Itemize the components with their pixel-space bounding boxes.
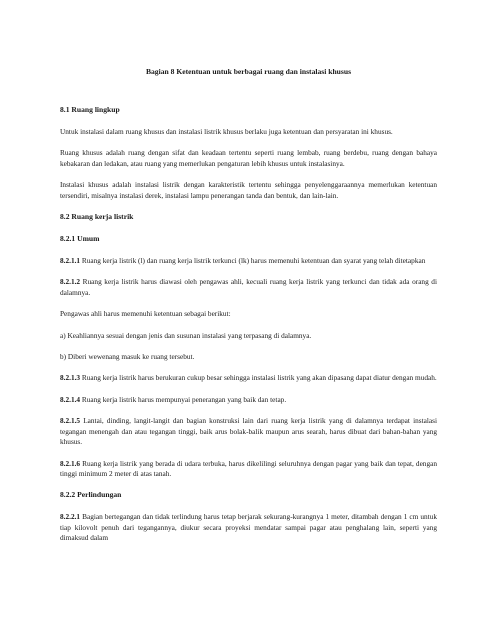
clause-8-2-1-6 xyxy=(60,459,437,480)
clause-8-2-2-1 xyxy=(60,512,437,543)
paragraph-scope-2: Ruang khusus adalah ruang dengan sifat dan keadaan tertentu seperti ruang lembab, ruang berdebu, ruang dengan bahaya kebakaran dan ledakan, atau ruang yang memerlukan pengaturan lebih khusus untuk instalasinya. xyxy=(60,148,437,168)
paragraph-pengawas: Pengawas ahli harus memenuhi ketentuan sebagai berikut: xyxy=(60,309,231,319)
clause-number: 8.2.1.4 xyxy=(60,394,81,404)
clause-text: Ruang kerja listrik harus mempunyai penerangan yang baik dan tetap. xyxy=(80,394,287,404)
clause-8-2-1-2 xyxy=(60,277,437,298)
clause-text: Ruang kerja listrik harus diawasi oleh pengawas ahli, kecuali ruang kerja listrik yang terkunci dan tidak ada orang di dalamnya. xyxy=(60,277,437,297)
clause-number: 8.2.2.1 xyxy=(60,512,81,522)
clause-number: 8.2.1.1 xyxy=(60,256,81,266)
list-item-a: a) Keahliannya sesuai dengan jenis dan susunan instalasi yang terpasang di dalamnya. xyxy=(60,330,312,340)
clause-text: Ruang kerja listrik yang berada di udara terbuka, harus dikelilingi seluruhnya dengan pagar yang baik dan tepat, dengan tinggi minimum 2 meter di atas tanah. xyxy=(60,458,437,478)
clause-8-2-1-5 xyxy=(60,416,437,447)
clause-number: 8.2.1.6 xyxy=(60,458,81,468)
heading-8-2-1: 8.2.1 Umum xyxy=(60,234,100,244)
clause-text: Ruang kerja listrik (l) dan ruang kerja listrik terkunci (lk) harus memenuhi ketentuan dan syarat yang telah ditetapkan xyxy=(80,256,426,266)
clause-text: Ruang kerja listrik harus berukuran cukup besar sehingga instalasi listrik yang akan dipasang dapat diatur dengan mudah. xyxy=(80,373,437,383)
section-title: Bagian 8 Ketentuan untuk berbagai ruang dan instalasi khusus xyxy=(145,67,352,76)
clause-number: 8.2.1.5 xyxy=(60,416,81,426)
heading-8-2: 8.2 Ruang kerja listrik xyxy=(60,212,134,222)
clause-number: 8.2.1.3 xyxy=(60,373,81,383)
paragraph-scope-1: Untuk instalasi dalam ruang khusus dan instalasi listrik khusus berlaku juga ketentuan dan persyaratan ini khusus. xyxy=(60,127,393,136)
heading-8-2-2: 8.2.2 Perlindungan xyxy=(60,490,122,500)
paragraph-scope-3: Instalasi khusus adalah instalasi listrik dengan karakteristik tertentu sehingga penyelenggaraannya memerlukan ketentuan tersendiri, misalnya instalasi derek, instalasi lampu penerangan tanda dan bentuk, dan lain-lain. xyxy=(60,180,437,200)
clause-text: Lantai, dinding, langit-langit dan bagian konstruksi lain dari ruang kerja listrik yang di dalamnya terdapat instalasi tegangan menengah dan atau tegangan tinggi, baik arus bolak-balik maupun arus searah, harus dibuat dari bahan-bahan yang khusus. xyxy=(60,416,437,447)
clause-number: 8.2.1.2 xyxy=(60,277,81,287)
clause-8-2-1-1 xyxy=(60,256,437,266)
list-item-b: b) Diberi wewenang masuk ke ruang tersebut. xyxy=(60,352,195,362)
clause-8-2-1-4 xyxy=(60,395,437,405)
clause-8-2-1-3 xyxy=(60,373,437,383)
heading-8-1: 8.1 Ruang lingkup xyxy=(60,105,120,114)
clause-text: Bagian bertegangan dan tidak terlindung harus tetap berjarak sekurang-kurangnya 1 meter, ditambah dengan 1 cm untuk tiap kilovolt penuh dari tegangannya, diukur secara proyeksi mendatar sampai pagar atau penghalang lain, seperti yang dimaksud dalam xyxy=(60,512,437,543)
